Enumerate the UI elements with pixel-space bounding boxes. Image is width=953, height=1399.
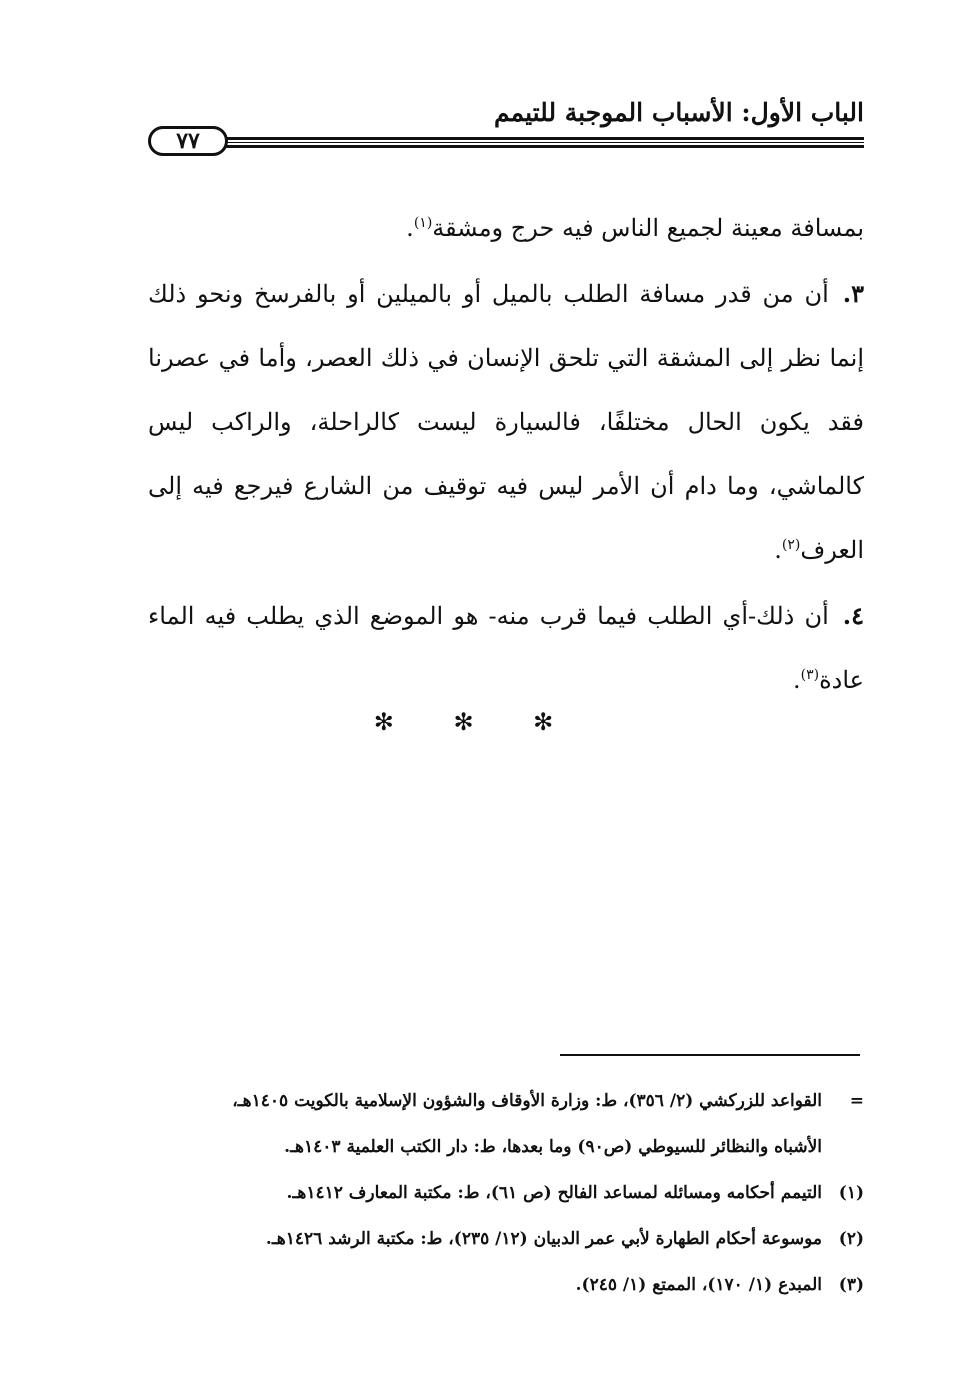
paragraph-2-end: . <box>774 536 782 564</box>
paragraph-2-text: أن من قدر مسافة الطلب بالميل أو بالميلين أو بالفرسخ ونحو ذلك إنما نظر إلى المشقة التي تلحق الإنسان في ذلك العصر، وأما في عصرنا فقد يكون الحال مختلفًا، فالسيارة ليست كالراحلة، والراكب ليس كالماشي، وما دام أن الأمر ليس فيه توقيف من الشارع فيرجع فيه إلى العرف <box>148 280 864 564</box>
paragraph-2-number: ٣. <box>842 279 864 308</box>
paragraph-3-end: . <box>792 666 801 694</box>
continuation-mark: = <box>849 1091 864 1111</box>
paragraph-3-number: ٤. <box>842 601 865 630</box>
footnote-1-number: (١) <box>838 1183 864 1203</box>
footnote-2-number: (٢) <box>838 1229 864 1249</box>
paragraph-1 <box>148 196 864 260</box>
section-separator: ✻ ✻ ✻ <box>373 708 580 736</box>
paragraph-3-text: أن ذلك-أي الطلب فيما قرب منه- هو الموضع الذي يطلب فيه الماء عادة <box>148 602 864 694</box>
footnote-2-text: موسوعة أحكام الطهارة لأبي عمر الدبيان (١٢/ ٢٣٥)، ط: مكتبة الرشد ١٤٢٦هـ. <box>265 1229 822 1249</box>
chapter-title: الباب الأول: الأسباب الموجبة للتيمم <box>494 98 864 127</box>
continuation-line-1: القواعد للزركشي (٢/ ٣٥٦)، ط: وزارة الأوقاف والشؤون الإسلامية بالكويت ١٤٠٥هـ، <box>232 1091 822 1111</box>
page-number: ٧٧ <box>148 126 228 156</box>
footnotes <box>148 1078 864 1308</box>
footnote-continuation-1 <box>148 1078 864 1124</box>
footnote-3-number: (٣) <box>838 1275 864 1295</box>
page-header <box>148 96 864 160</box>
footnote-continuation-2 <box>148 1124 864 1170</box>
footnote-3-text: المبدع (١/ ١٧٠)، الممتع (١/ ٢٤٥). <box>575 1275 822 1295</box>
footnote-divider <box>560 1054 860 1056</box>
paragraph-2 <box>148 262 864 582</box>
footnote-ref-2: (٢) <box>781 537 801 553</box>
paragraph-1-text: بمسافة معينة لجميع الناس فيه حرج ومشقة <box>432 214 864 242</box>
footnote-2 <box>148 1216 864 1262</box>
paragraph-1-end: . <box>406 214 414 242</box>
footnote-ref-1: (١) <box>413 215 433 231</box>
header-rule <box>226 137 864 149</box>
footnote-1 <box>148 1170 864 1216</box>
footnote-ref-3: (٣) <box>800 667 820 683</box>
paragraph-3 <box>148 584 864 712</box>
footnote-3 <box>148 1262 864 1308</box>
main-text <box>148 196 864 714</box>
footnote-1-text: التيمم أحكامه ومسائله لمساعد الفالح (ص ٦١)، ط: مكتبة المعارف ١٤١٢هـ. <box>286 1183 822 1203</box>
continuation-line-2: الأشباه والنظائر للسيوطي (ص٩٠) وما بعدها، ط: دار الكتب العلمية ١٤٠٣هـ. <box>284 1137 822 1157</box>
